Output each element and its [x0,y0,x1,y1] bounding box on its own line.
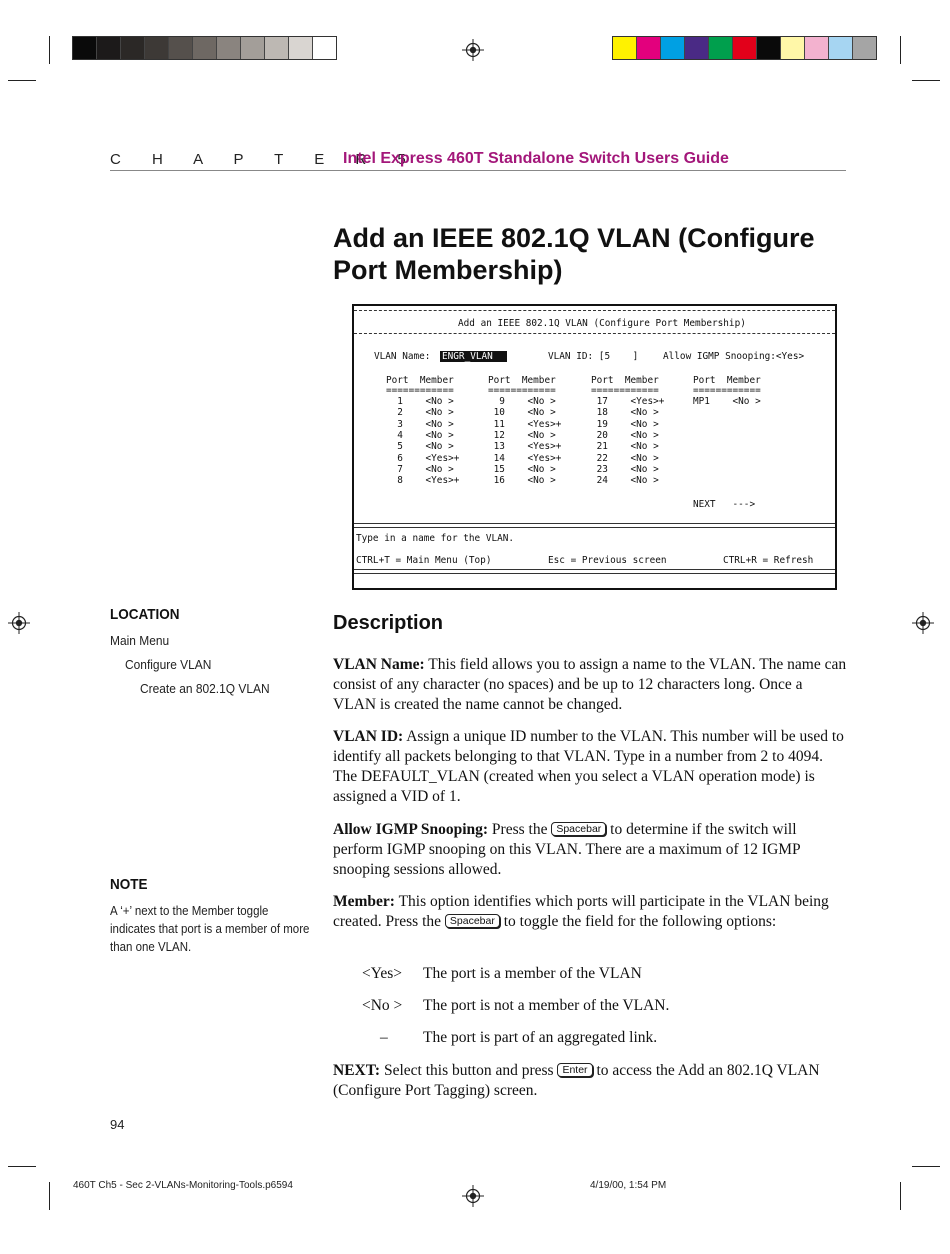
vlan-id-description: VLAN ID: Assign a unique ID number to the VLAN. This number will be used to identify all packets belonging to that VLAN. Type in a number from 2 to 4094. The DEFAULT_VLAN (created when you select a VLAN operation mode) is assigned a VID of 1. [333,728,844,805]
column-header: Port Member [591,375,659,386]
option-term: <Yes> [362,965,403,982]
slug-filename: 460T Ch5 - Sec 2-VLANs-Monitoring-Tools.p6594 [73,1180,293,1191]
description-heading: Description [333,612,444,634]
gray-swatch [193,37,217,59]
port-member-row[interactable]: 14 <Yes>+ [488,452,562,464]
column-rule: ============ [591,385,659,396]
column-header: Port Member [488,375,556,386]
igmp-description: Allow IGMP Snooping: Press the Spacebar to determine if the switch will perform IGMP snooping on this VLAN. There are a maximum of 12 IGMP snooping sessions allowed. [333,821,801,878]
color-swatch [757,37,781,59]
port-member-row[interactable]: 1 <No > [386,396,454,407]
note-heading: NOTE [110,876,148,893]
port-member-row[interactable]: 8 <Yes>+ [386,475,460,487]
color-swatch [805,37,829,59]
color-swatch [829,37,853,59]
port-member-row[interactable]: 7 <No > [386,463,454,475]
option-text: The port is part of an aggregated link. [423,1029,658,1046]
port-member-row[interactable]: 18 <No > [591,407,659,419]
port-member-row[interactable]: 11 <Yes>+ [488,418,562,430]
port-member-row[interactable]: 12 <No > [488,429,556,441]
port-member-row[interactable]: MP1 <No > [693,396,761,407]
gray-swatch-bar [72,36,337,60]
spacebar-key-icon: Spacebar [551,822,606,836]
page-number: 94 [110,1117,125,1132]
note-text: A ‘+’ next to the Member toggle indicates that port is a member of more than one VLAN. [110,904,310,954]
port-member-row[interactable]: 13 <Yes>+ [488,441,562,453]
port-member-row[interactable]: 3 <No > [386,418,454,430]
slug-date: 4/19/00, 1:54 PM [590,1180,667,1191]
registration-mark-icon [462,1185,484,1207]
color-swatch [637,37,661,59]
column-rule: ============ [693,385,761,396]
color-swatch [853,37,876,59]
column-header: Port Member [693,375,761,386]
shortcut-main-menu: CTRL+T = Main Menu (Top) [356,555,492,566]
gray-swatch [73,37,97,59]
registration-mark-icon [912,612,934,634]
gray-swatch [145,37,169,59]
port-member-row[interactable]: 16 <No > [488,475,556,487]
column-header: Port Member [386,375,454,386]
gray-swatch [241,37,265,59]
igmp-toggle[interactable]: Allow IGMP Snooping:<Yes> [663,351,805,362]
vlan-name-field[interactable]: ENGR_VLAN [440,351,507,362]
port-member-row[interactable]: 10 <No > [488,407,556,419]
help-text: Type in a name for the VLAN. [356,533,515,544]
option-text: The port is a member of the VLAN [423,965,642,982]
registration-mark-icon [462,39,484,61]
terminal-screenshot [352,304,837,590]
column-rule: ============ [386,385,454,396]
book-title: Intel Express 460T Standalone Switch Users Guide [343,150,729,167]
option-term: – [380,1029,388,1046]
port-member-row[interactable]: 22 <No > [591,452,659,464]
color-swatch [685,37,709,59]
chapter-label: C H A P T E R 5 [110,151,420,168]
next-description: NEXT: Select this button and press Enter to access the Add an 802.1Q VLAN (Configure Port Tagging) screen. [333,1062,820,1099]
location-path-item: Configure VLAN [125,657,212,672]
color-swatch [781,37,805,59]
gray-swatch [289,37,313,59]
port-member-row[interactable]: 17 <Yes>+ [591,396,665,407]
page-title: Add an IEEE 802.1Q VLAN (Configure Port Membership) [333,223,815,285]
port-member-row[interactable]: 15 <No > [488,463,556,475]
location-heading: LOCATION [110,606,180,623]
color-swatch [661,37,685,59]
terminal-title: Add an IEEE 802.1Q VLAN (Configure Port Membership) [458,318,746,329]
port-member-row[interactable]: 20 <No > [591,429,659,441]
color-swatch [709,37,733,59]
gray-swatch [313,37,336,59]
shortcut-previous-screen: Esc = Previous screen [548,555,667,566]
vlan-name-label: VLAN Name: [374,351,431,362]
port-member-row[interactable]: 5 <No > [386,441,454,453]
gray-swatch [217,37,241,59]
color-swatch-bar [612,36,877,60]
gray-swatch [97,37,121,59]
spacebar-key-icon: Spacebar [445,914,500,928]
enter-key-icon: Enter [557,1063,592,1077]
header-rule [110,170,846,171]
next-button[interactable]: NEXT ---> [693,499,756,510]
port-member-row[interactable]: 23 <No > [591,463,659,475]
port-member-row[interactable]: 6 <Yes>+ [386,452,460,464]
port-member-row[interactable]: 24 <No > [591,475,659,487]
member-description: Member: This option identifies which ports will participate in the VLAN being created. Press the Spacebar to toggle the field for the following options: [333,893,829,930]
port-member-row[interactable]: 9 <No > [488,396,556,407]
port-member-row[interactable]: 21 <No > [591,441,659,453]
gray-swatch [169,37,193,59]
port-member-row[interactable]: 2 <No > [386,407,454,419]
color-swatch [613,37,637,59]
vlan-name-description: VLAN Name: This field allows you to assign a name to the VLAN. The name can consist of any character (no spaces) and be up to 12 characters long. Once a VLAN is created the name cannot be changed. [333,656,847,713]
port-member-row[interactable]: 4 <No > [386,429,454,441]
registration-mark-icon [8,612,30,634]
color-swatch [733,37,757,59]
location-path-item: Create an 802.1Q VLAN [140,681,270,696]
option-text: The port is not a member of the VLAN. [423,997,670,1014]
gray-swatch [265,37,289,59]
gray-swatch [121,37,145,59]
option-term: <No > [362,997,403,1014]
port-member-row[interactable]: 19 <No > [591,418,659,430]
location-path-item: Main Menu [110,633,170,648]
vlan-id-field[interactable]: VLAN ID: [5 ] [548,351,639,362]
shortcut-refresh: CTRL+R = Refresh [723,555,814,566]
column-rule: ============ [488,385,556,396]
